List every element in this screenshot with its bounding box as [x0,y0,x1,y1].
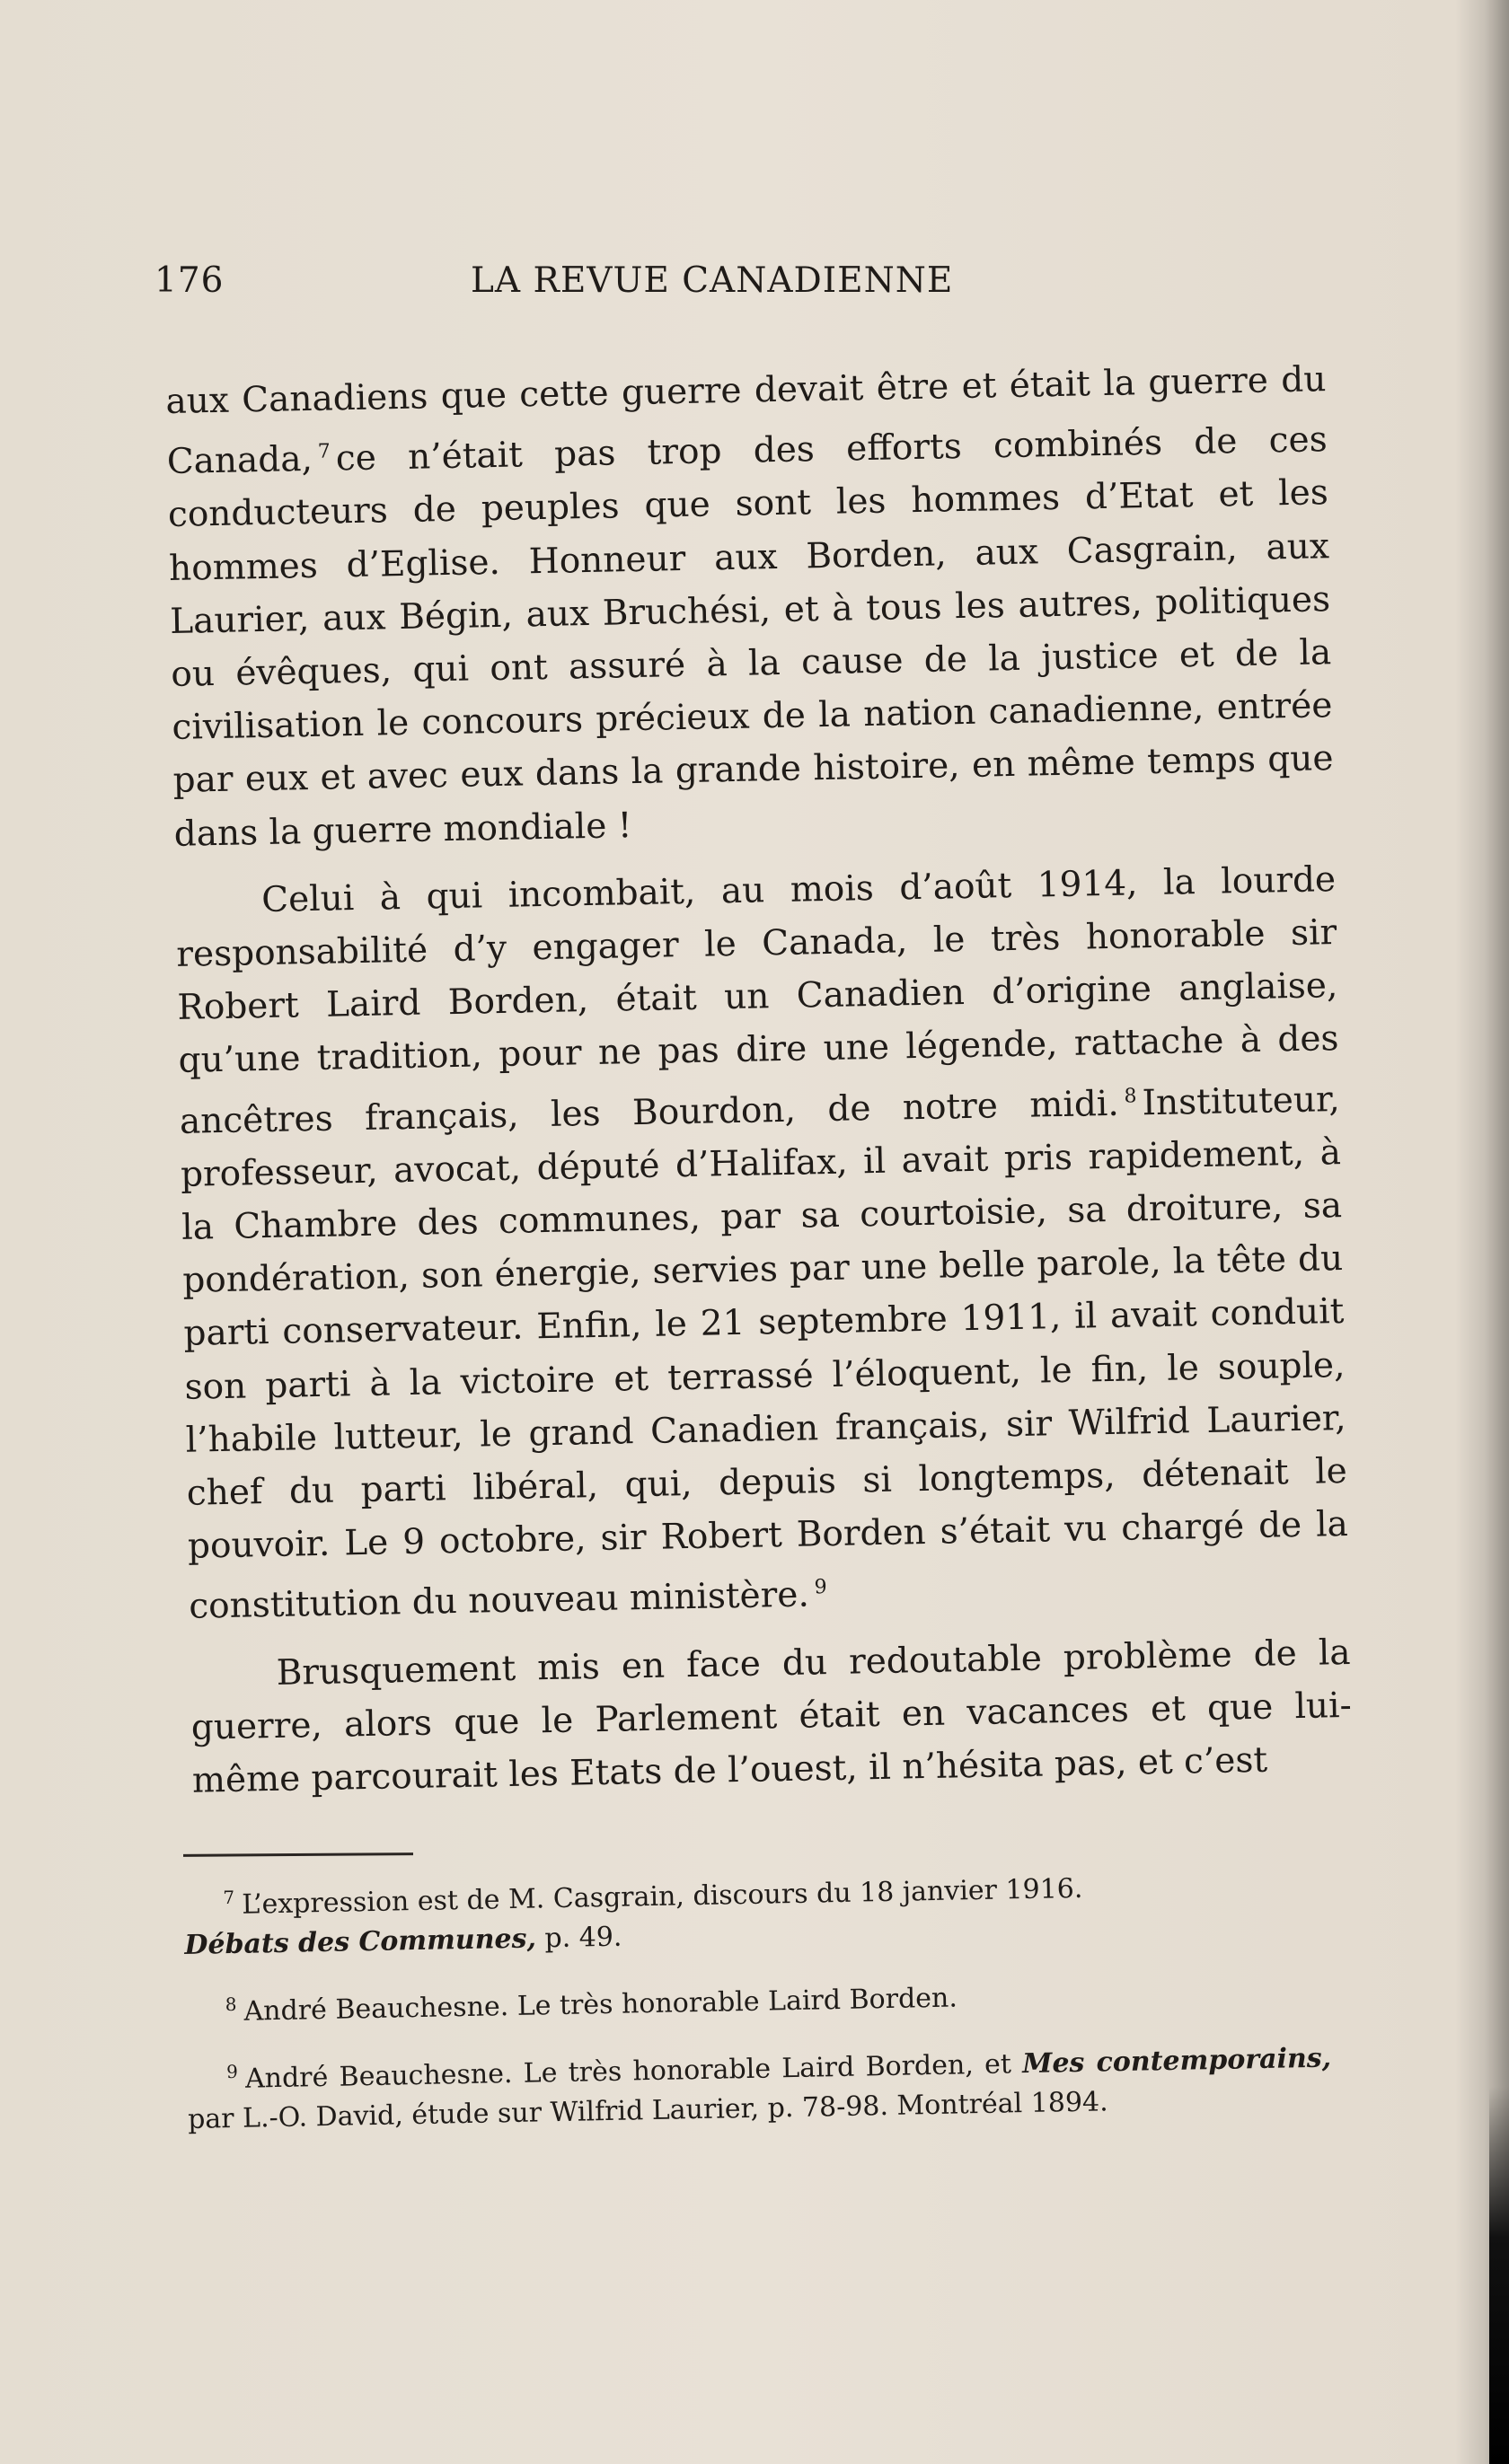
footnote-7 [183,1857,1329,1966]
body-text [165,353,1353,1808]
footnotes [183,1857,1333,2160]
paragraph-text: Celui à qui incombait, au mois d’août 1914, la lourde responsabilité d’y engager le Canada, le très honorable sir Robert Laird Borden, était un Canadien d’origine anglaise, qu’une tradition, pour ne pas dire une légende, rattache à des ancêtres français, les Bourdon, de notre midi. [175,858,1339,1142]
paragraph-2 [175,853,1350,1633]
footnote-tail: p. 49. [544,1921,622,1955]
paragraph-text: aux Canadiens que cette guerre devait être et était la guerre du Canada, [165,359,1327,483]
footnote-text: André Beauchesne. Le très honorable Laird Borden, et [244,2048,1012,2095]
paragraph-1 [165,353,1335,861]
footnote-ref-8: 8 [1124,1085,1137,1108]
page-number: 176 [154,260,225,301]
footnote-italic: Débats des Communes, [184,1923,537,1961]
footnote-divider [183,1852,413,1857]
paragraph-text: Brusquement mis en face du redoutable problème de la guerre, alors que le Parlement était en vacances et que lui-même parcourait les Etats de l’ouest, il n’hésita pas, et c’est [190,1632,1353,1801]
footnote-text: André Beauchesne. Le très honorable Laird Borden. [243,1982,958,2028]
footnote-number: 8 [225,1993,237,2016]
paragraph-3 [190,1626,1353,1808]
footnote-number: 9 [225,2060,239,2083]
paragraph-text: Instituteur, professeur, avocat, député d’Halifax, il avait pris rapidement, à la Chambre des communes, par sa courtoisie, sa droiture, sa pondération, son énergie, servies par une belle parole, la tête du parti conservateur. Enfin, le 21 septembre 1911, il avait conduit son parti à la victoire et terrassé l’éloquent, le fin, le souple, l’habile lutteur, le grand Canadien français, sir Wilfrid Laurier, chef du parti libéral, qui, depuis si longtemps, détenait le pouvoir. Le 9 octobre, sir Robert Borden s’était vu chargé de la constitution du nouveau ministère. [180,1078,1349,1628]
journal-title: LA REVUE CANADIENNE [471,260,954,301]
footnote-ref-9: 9 [814,1576,827,1599]
footnote-tail: par L.-O. David, étude sur Wilfrid Laurier, p. 78-98. Montréal 1894. [187,2086,1108,2135]
footnote-ref-7: 7 [317,440,331,463]
footnote-text: L’expression est de M. Casgrain, discours du 18 janvier 1916. [241,1872,1083,1921]
paragraph-text: ce n’était pas trop des efforts combinés de ces conducteurs de peuples que sont les hommes d’Etat et les hommes d’Eglise. Honneur aux Borden, aux Casgrain, aux Laurier, aux Bégin, aux Bruchési, et à tous les autres, politiques ou évêques, qui ont assuré à la cause de la justice et de la civilisation le concours précieux de la nation canadienne, entrée par eux et avec eux dans la grande histoire, en même temps que dans la guerre mondiale ! [167,419,1334,855]
footnote-italic: Mes contemporains, [1021,2042,1332,2081]
running-head [154,260,1340,314]
footnote-9 [187,2031,1333,2140]
page-edge-shadow [1489,2087,1509,2464]
footnote-8 [185,1964,1330,2033]
footnote-number: 7 [223,1886,235,1909]
